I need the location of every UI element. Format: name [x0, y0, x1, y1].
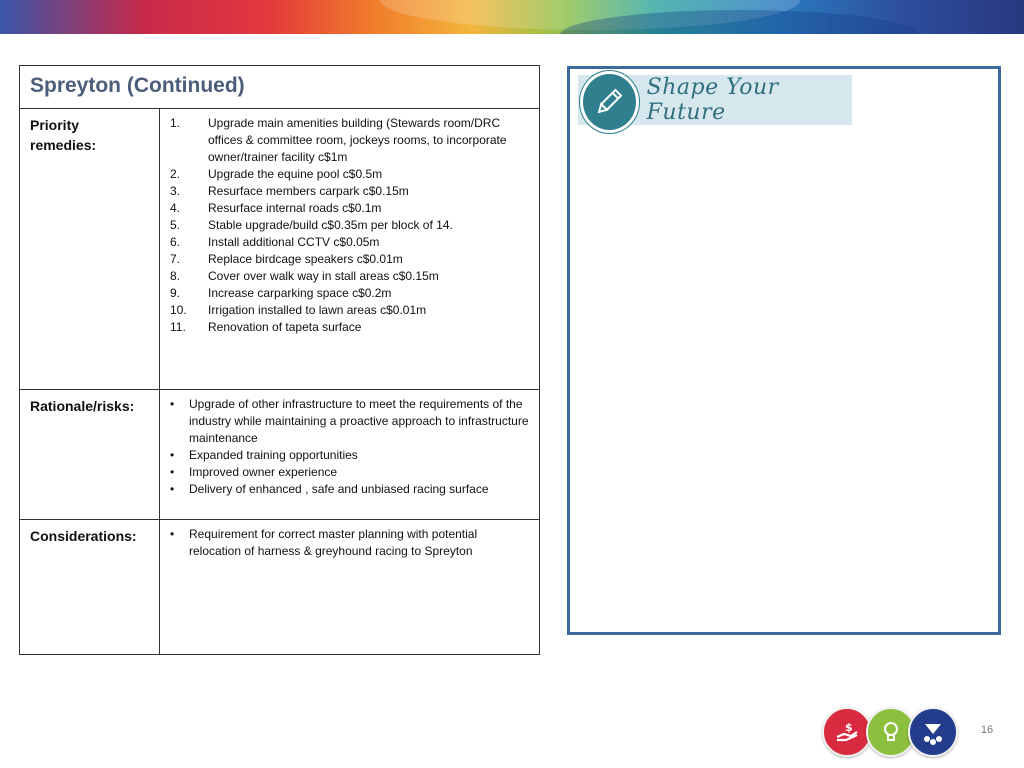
rationale-content [160, 390, 539, 519]
priority-item [170, 234, 529, 251]
item-text: Resurface members carpark c$0.15m [208, 184, 409, 198]
rationale-item [170, 464, 529, 481]
priority-row [20, 109, 539, 390]
item-text: Upgrade the equine pool c$0.5m [208, 167, 383, 181]
item-number: 7. [170, 252, 181, 266]
bullet-icon: • [170, 397, 175, 411]
item-number: 4. [170, 201, 181, 215]
item-number: 5. [170, 218, 181, 232]
rationale-list [170, 396, 529, 498]
item-number: 10. [170, 303, 187, 317]
priority-item [170, 115, 529, 166]
item-text: Cover over walk way in stall areas c$0.15m [208, 269, 439, 283]
item-text: Replace birdcage speakers c$0.01m [208, 252, 403, 266]
footer-icons [822, 707, 958, 757]
item-number: 2. [170, 167, 181, 181]
priority-item [170, 166, 529, 183]
rationale-row [20, 390, 539, 520]
svg-text:$: $ [845, 721, 853, 734]
item-text: Resurface internal roads c$0.1m [208, 201, 382, 215]
item-text: Stable upgrade/build c$0.35m per block of 14. [208, 218, 453, 232]
table-title: Spreyton (Continued) [20, 66, 539, 109]
item-number: 3. [170, 184, 181, 198]
priority-item [170, 268, 529, 285]
page-number: 16 [980, 724, 994, 736]
considerations-content [160, 520, 539, 654]
considerations-list [170, 526, 529, 560]
bullet-icon: • [170, 527, 175, 541]
item-text: Renovation of tapeta surface [208, 320, 362, 334]
bullet-icon: • [170, 448, 175, 462]
rationale-item [170, 447, 529, 464]
considerations-label: Considerations: [20, 520, 160, 654]
money-hand-icon [822, 707, 872, 757]
item-text: Delivery of enhanced , safe and unbiased racing surface [189, 482, 489, 496]
pencil-icon [580, 71, 639, 133]
image-panel [567, 66, 1001, 635]
item-text: Improved owner experience [189, 465, 338, 479]
people-icon [908, 707, 958, 757]
bullet-icon: • [170, 482, 175, 496]
priority-item [170, 183, 529, 200]
top-banner [0, 0, 1024, 34]
item-number: 11. [170, 320, 186, 334]
logo-text: Shape Your Future [646, 75, 779, 125]
shape-your-future-logo [578, 75, 852, 125]
priority-label: Priority remedies: [20, 109, 160, 389]
item-text: Increase carparking space c$0.2m [208, 286, 392, 300]
rationale-item [170, 481, 529, 498]
item-text: Upgrade of other infrastructure to meet the requirements of the industry while maintaining a proactive approach to infrastructure maintenance [189, 397, 529, 445]
item-text: Expanded training opportunities [189, 448, 358, 462]
priority-item [170, 302, 529, 319]
priority-content [160, 109, 539, 389]
item-number: 6. [170, 235, 181, 249]
considerations-row [20, 520, 539, 654]
rationale-label: Rationale/risks: [20, 390, 160, 519]
item-text: Irrigation installed to lawn areas c$0.01m [208, 303, 427, 317]
considerations-item [170, 526, 529, 560]
priority-list [170, 115, 529, 336]
rationale-item [170, 396, 529, 447]
priority-item [170, 285, 529, 302]
remedies-table [19, 65, 540, 655]
item-number: 9. [170, 286, 181, 300]
priority-item [170, 251, 529, 268]
item-text: Upgrade main amenities building (Stewards room/DRC offices & committee room, jockeys rooms, to incorporate owner/trainer facility c$1m [208, 116, 507, 164]
priority-item [170, 319, 529, 336]
bullet-icon: • [170, 465, 175, 479]
item-number: 1. [170, 116, 181, 130]
item-number: 8. [170, 269, 181, 283]
item-text: Requirement for correct master planning with potential relocation of harness & greyhound racing to Spreyton [189, 527, 478, 558]
item-text: Install additional CCTV c$0.05m [208, 235, 380, 249]
priority-item [170, 217, 529, 234]
priority-item [170, 200, 529, 217]
